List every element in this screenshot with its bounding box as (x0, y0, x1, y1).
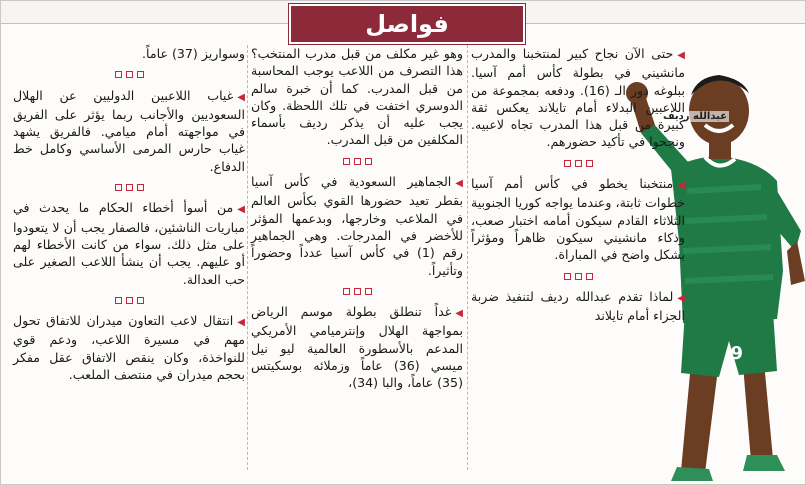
paragraph (13, 199, 245, 287)
paragraph (251, 173, 463, 279)
bullet-icon: ◀ (455, 178, 463, 190)
paragraph (251, 303, 463, 391)
divider-icon (251, 153, 463, 170)
paragraph-text: وهو غير مكلف من قبل مدرب المنتخب؟ هذا التصرف من اللاعب يوجب المحاسبة من قبل المدرب. كما أن خبرة سالم الدوسري اختفت في تلك اللحظة. وكان يجب عليه أن يذكر رديف بأسماء المكلفين من قبل المدرب. (251, 46, 463, 148)
paragraph-text: الجماهير السعودية في كأس آسيا بقطر تعيد حضورها القوي بكأس العالم في الملاعب وخارجها، وبدعمها المؤثر للأخضر في المدرجات. وهي الجماهير رقم (1) في كأس آسيا عدداً وحضوراً وتأثيراً. (251, 174, 463, 278)
column-3 (13, 45, 245, 476)
divider-icon (471, 155, 685, 172)
bullet-icon: ◀ (237, 91, 245, 103)
divider-icon (13, 179, 245, 196)
paragraph-text: غداً تنطلق بطولة موسم الرياض بمواجهة الهلال وإنترميامي الأمريكي المدعم بالأسطورة العالمية ليو نيل ميسي (36) عاماً وزملائه بوسكيتس (35) عاماً، والبا (34)، (251, 304, 463, 391)
divider-icon (13, 292, 245, 309)
paragraph (471, 288, 685, 325)
bullet-icon: ◀ (677, 180, 685, 192)
paragraph-text: منتخبنا يخطو في كأس أمم آسيا خطوات ثابتة، وعندما يواجه كوريا الجنوبية الثلاثاء القادم سيكون أمامه اختبار صعب، وذكاء مانشيني سيكون ظاهراً ومؤثراً بشكل واضح في المباراة. (471, 176, 685, 263)
paragraph-text: لماذا تقدم عبدالله رديف لتنفيذ ضربة الجزاء أمام تايلاند (471, 288, 685, 324)
column-separator (467, 45, 468, 470)
paragraph-text: انتقال لاعب التعاون ميدران للاتفاق تحول مهم في مسيرة اللاعب، ودعم قوي للنواخذة، وكان ينقص الاتفاق عقل مفكر بحجم ميدران في منتصف الملعب. (13, 313, 245, 383)
player-caption: عبدالله رديف (663, 111, 728, 122)
paragraph-text: من أسوأ أخطاء الحكام ما يحدث في مباريات الناشئين، فالصفار يجب أن لا يتعودوا على مثل ذلك. سواء من كانت الأخطاء لهم أو عليهم. يجب أن ينشأ اللاعب الصغير على حب العدالة. (13, 200, 245, 287)
svg-text:9: 9 (730, 343, 743, 364)
section-title: فواصل (289, 4, 525, 44)
bullet-icon: ◀ (455, 308, 463, 320)
paragraph (471, 45, 685, 151)
divider-icon (13, 66, 245, 83)
divider-icon (251, 283, 463, 300)
paragraph-text: غياب اللاعبين الدوليين عن الهلال السعوديين والأجانب ربما يؤثر على الفريق في مواجهته أمام ميامي. فالفريق يشهد غياب حارس المرمى الأساسي وكامل خط الدفاع. (13, 87, 245, 174)
column-separator (247, 45, 248, 470)
paragraph (471, 175, 685, 263)
paragraph (251, 45, 463, 149)
paragraph (13, 87, 245, 175)
paragraph (13, 45, 245, 62)
bullet-icon: ◀ (677, 292, 685, 304)
divider-icon (471, 268, 685, 285)
bullet-icon: ◀ (677, 50, 685, 61)
bullet-icon: ◀ (237, 204, 245, 216)
column-1 (471, 45, 685, 476)
paragraph-text: وسواريز (37) عاماً. (142, 46, 245, 61)
bullet-icon: ◀ (237, 317, 245, 329)
paragraph (13, 312, 245, 383)
column-2 (251, 45, 463, 476)
paragraph-text: حتى الآن نجاح كبير لمنتخبنا والمدرب مانشيني في بطولة كأس أمم آسيا. ببلوغه دور الـ (16). ودفعه بمجموعة من اللاعبين البدلاء أمام تايلاند يعكس ثقة كبيرة من قبل هذا المدرب تجاه لاعبيه. ونجحوا في تأكيد حضورهم. (471, 46, 685, 150)
